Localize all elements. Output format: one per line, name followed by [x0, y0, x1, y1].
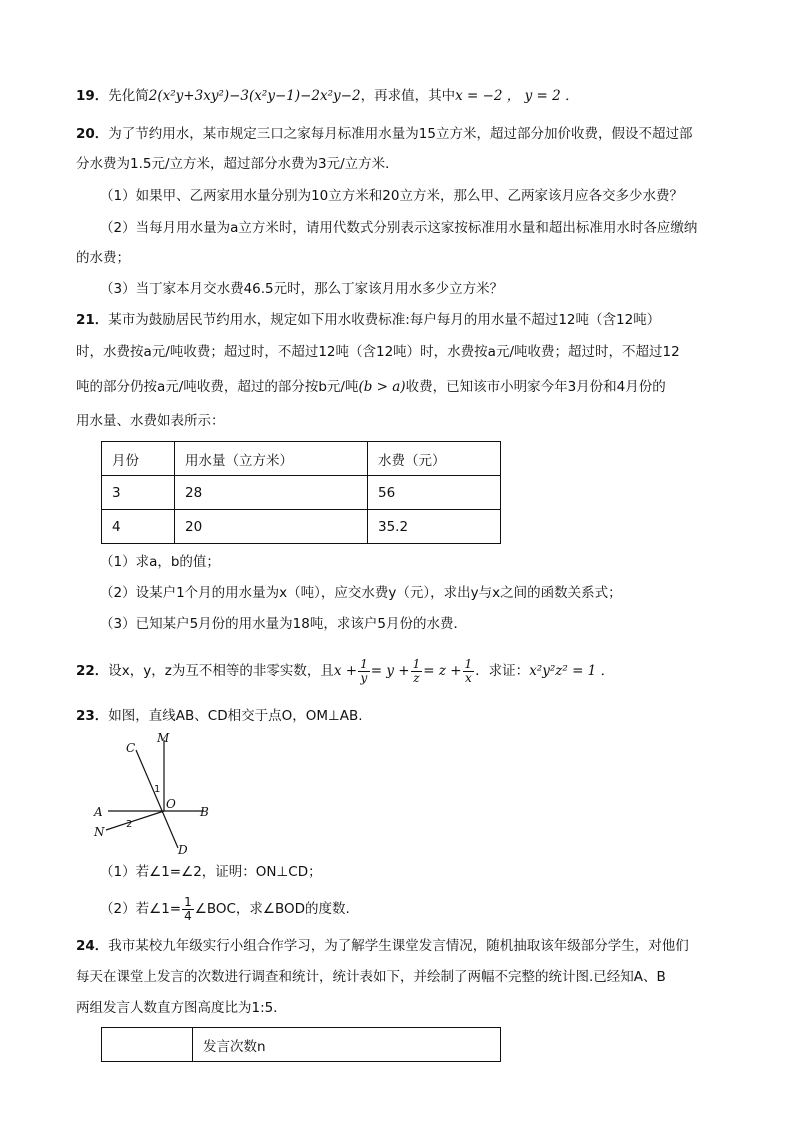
q20-part1: （1）如果甲、乙两家用水量分别为10立方米和20立方米，那么甲、乙两家该月应各交多少水费？: [100, 188, 683, 204]
q21-part3: （3）已知某户5月份的用水量为18吨，求该户5月份的水费．: [100, 616, 467, 632]
table-header-cell: 月份: [102, 442, 175, 476]
q23-part2-a: （2）若∠1=: [100, 901, 182, 917]
q21-condition: (b > a): [358, 379, 406, 395]
line-on: [106, 811, 164, 830]
q22-proof-expression: x²y²z² = 1 ．: [529, 663, 615, 679]
q23-part2: [100, 894, 350, 924]
table-header-cell: [102, 1028, 193, 1062]
table-cell: 20: [175, 510, 368, 544]
table-cell: 35.2: [368, 510, 501, 544]
table-cell: 4: [102, 510, 175, 544]
label-d: D: [178, 843, 188, 855]
q21-text1: 某市为鼓励居民节约用水，规定如下用水收费标准:每户每月的用水量不超过12吨（含12吨）: [108, 312, 661, 328]
table-header-cell: 用水量（立方米）: [175, 442, 368, 476]
q21-text3a: 吨的部分仍按a元/吨收费，超过的部分按b元/吨: [76, 379, 359, 395]
q20-part2b: 的水费；: [76, 250, 130, 266]
q21-line4: 用水量、水费如表所示：: [76, 413, 225, 429]
q20-line2: 分水费为1.5元/立方米，超过部分水费为3元/立方米．: [76, 156, 399, 172]
q21-text3b: 收费，已知该市小明家今年3月份和4月份的: [405, 379, 666, 395]
q23-number: 23．: [76, 708, 109, 724]
angle-1-label: 1: [154, 784, 161, 795]
q24-text1: 我市某校九年级实行小组合作学习，为了解学生课堂发言情况，随机抽取该年级部分学生，对他们: [108, 938, 689, 954]
q22-fraction-1-over-y: $\frac{1}{y}$: [360, 656, 368, 685]
q24-line1: [76, 936, 689, 956]
table-header-cell: 发言次数n: [193, 1028, 501, 1062]
q23-line: [76, 706, 363, 726]
q24-number: 24．: [76, 938, 109, 954]
q21-line3: [76, 377, 666, 397]
q20-number: 20．: [76, 126, 109, 142]
q22-fraction-1-over-x: $\frac{1}{x}$: [464, 656, 473, 685]
q22-fraction-1-over-z: $\frac{1}{z}$: [412, 656, 421, 685]
q22-number: 22．: [76, 663, 109, 679]
table-cell: 3: [102, 476, 175, 510]
q20-text1: 为了节约用水，某市规定三口之家每月标准用水量为15立方米，超过部分加价收费，假设不超过部: [108, 126, 693, 142]
q21-part2: （2）设某户1个月的用水量为x（吨），应交水费y（元），求出y与x之间的函数关系式；: [100, 585, 622, 601]
table-row: [102, 476, 501, 510]
q24-table: [101, 1027, 501, 1062]
q20-part3: （3）当丁家本月交水费46.5元时，那么丁家该月用水多少立方米？: [100, 281, 504, 297]
label-a: A: [94, 805, 103, 819]
q22-text-b: ．求证：: [475, 663, 530, 679]
angle-2-label: 2: [126, 819, 133, 830]
q19-expression: 2(x²y+3xy²)−3(x²y−1)−2x²y−2: [148, 88, 361, 104]
q19-text-b: ，再求值，其中: [360, 88, 456, 104]
label-m: M: [157, 731, 170, 745]
q19-number: 19．: [76, 88, 109, 104]
q21-part1: （1）求a，b的值；: [100, 554, 220, 570]
table-row: [102, 510, 501, 544]
q23-text: 如图，直线AB、CD相交于点O，OM⊥AB.: [108, 708, 363, 724]
q20-line1: [76, 124, 692, 144]
q20-part2a: （2）当每月用水量为a立方米时，请用代数式分别表示这家按标准用水量和超出标准用水时各应缴纳: [100, 220, 698, 236]
label-c: C: [126, 741, 136, 755]
table-header-cell: 水费（元）: [368, 442, 501, 476]
label-o: O: [166, 797, 176, 811]
q22-y-term: = y +: [370, 663, 410, 679]
label-n: N: [94, 825, 105, 839]
q19-condition: x = −2 ， y = 2 ．: [455, 88, 579, 104]
q22-line: [76, 656, 614, 686]
q23-part2-b: ∠BOC，求∠BOD的度数.: [194, 901, 350, 917]
table-cell: 28: [175, 476, 368, 510]
q22-z-term: = z +: [423, 663, 462, 679]
table-row: [102, 1028, 501, 1062]
q21-line2: 时，水费按a元/吨收费；超过时，不超过12吨（含12吨）时，水费按a元/吨收费；超过时，不超过12: [76, 344, 680, 360]
label-b: B: [200, 805, 209, 819]
q23-fraction-quarter: $\frac{1}{4}$: [184, 894, 192, 923]
q23-part1: （1）若∠1=∠2，证明：ON⊥CD；: [100, 864, 322, 880]
q23-geometry-figure: [86, 730, 226, 855]
q19-line: [76, 86, 578, 106]
q22-text-a: 设x，y，z为互不相等的非零实数，且: [108, 663, 334, 679]
q24-line2: 每天在课堂上发言的次数进行调查和统计，统计表如下，并绘制了两幅不完整的统计图.已经知A、B: [76, 969, 666, 985]
table-row: [102, 442, 501, 476]
q21-number: 21．: [76, 312, 109, 328]
q19-text-a: 先化简: [108, 88, 149, 104]
q21-line1: [76, 310, 660, 330]
q22-x-term: x +: [333, 663, 358, 679]
table-cell: 56: [368, 476, 501, 510]
q21-table: [101, 441, 501, 544]
q24-line3: 两组发言人数直方图高度比为1:5．: [76, 1000, 287, 1016]
